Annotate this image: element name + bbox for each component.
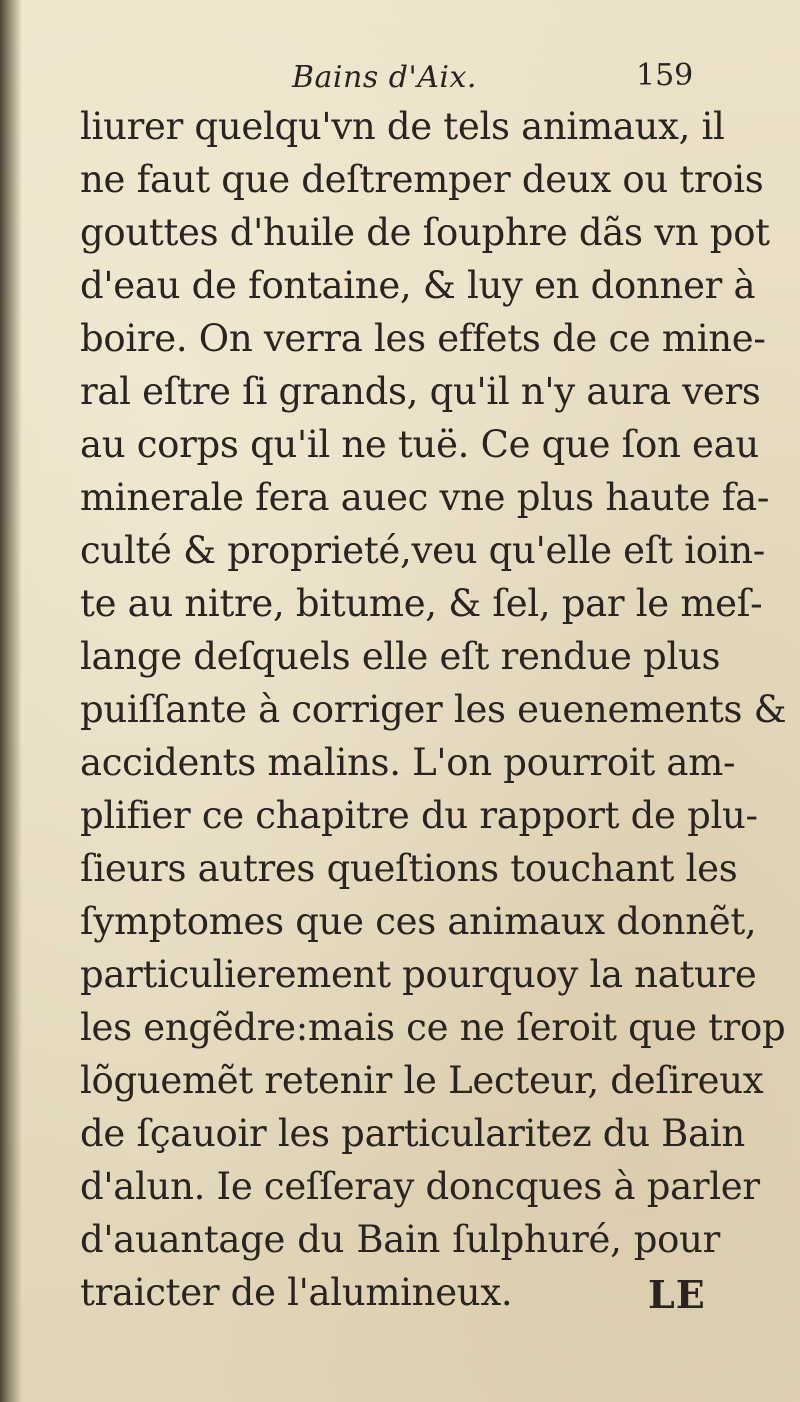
text-line: d'alun. Ie ceſſeray doncques à parler [80, 1165, 760, 1208]
text-line: boire. On verra les effets de ce mine- [80, 317, 766, 360]
text-line: te au nitre, bitume, & ſel, par le meſ- [80, 582, 763, 625]
text-line: minerale fera auec vne plus haute fa- [80, 476, 770, 519]
text-line: accidents malins. L'on pourroit am- [80, 741, 736, 784]
text-line: culté & proprieté,veu qu'elle eſt ioin- [80, 529, 765, 572]
text-line: puiſſante à corriger les euenements & [80, 688, 787, 731]
text-line: lange deſquels elle eſt rendue plus [80, 635, 721, 678]
text-line: gouttes d'huile de ſouphre dãs vn pot [80, 211, 770, 254]
text-line: liurer quelqu'vn de tels animaux, il [80, 105, 725, 148]
text-line: ſieurs autres queſtions touchant les [80, 847, 738, 890]
text-line: d'auantage du Bain ſulphuré, pour [80, 1218, 720, 1261]
text-line: ne faut que deſtremper deux ou trois [80, 158, 764, 201]
running-head [0, 58, 800, 102]
text-line: lõguemẽt retenir le Lecteur, deſireux [80, 1059, 764, 1102]
text-line: d'eau de fontaine, & luy en donner à [80, 264, 756, 307]
text-line: les engẽdre:mais ce ne ſeroit que trop [80, 1006, 786, 1049]
text-line: particulierement pourquoy la nature [80, 953, 757, 996]
text-line: plifier ce chapitre du rapport de plu- [80, 794, 758, 837]
page-gutter-shadow [0, 0, 22, 1402]
page-number: 159 [636, 58, 694, 93]
text-line: au corps qu'il ne tuë. Ce que ſon eau [80, 423, 759, 466]
body-text [80, 100, 787, 1319]
catchword: LE [648, 1272, 706, 1317]
text-line: ral eſtre ſi grands, qu'il n'y aura vers [80, 370, 761, 413]
text-line: ſymptomes que ces animaux donnẽt, [80, 900, 757, 943]
text-line-last: traicter de l'alumineux. [80, 1271, 513, 1314]
running-head-title: Bains d'Aix. [292, 60, 477, 95]
text-line: de ſçauoir les particularitez du Bain [80, 1112, 745, 1155]
